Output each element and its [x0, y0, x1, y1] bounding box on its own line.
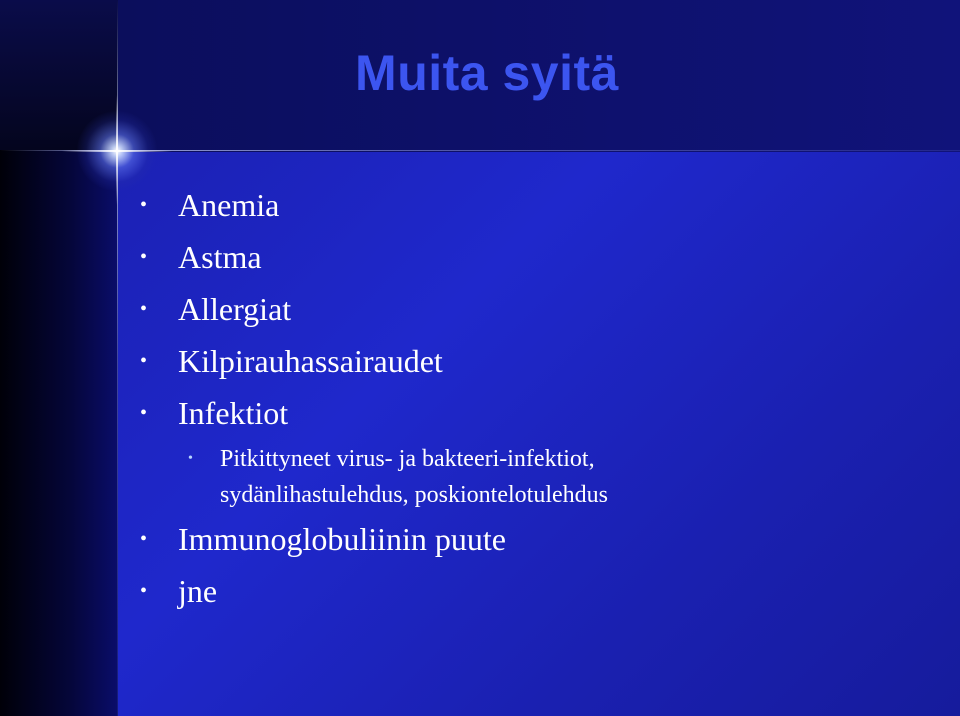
bullet-icon: •	[140, 194, 148, 216]
sub-bullet-icon: •	[188, 451, 193, 466]
list-item-text: Astma	[178, 239, 262, 275]
list-item	[140, 235, 940, 287]
bullet-icon: •	[140, 246, 148, 268]
list-item-text: Immunoglobuliinin puute	[178, 521, 506, 557]
list-item-text: Anemia	[178, 187, 280, 223]
bullet-list	[140, 183, 940, 621]
list-item	[140, 517, 940, 569]
sub-list-item-line-1: Pitkittyneet virus- ja bakteeri-infektiot,	[220, 446, 595, 472]
bullet-icon: •	[140, 350, 148, 372]
bullet-icon: •	[140, 580, 148, 602]
bullet-icon: •	[140, 528, 148, 550]
list-item	[140, 183, 940, 235]
slide-title-text: Muita syitä	[355, 45, 619, 101]
list-item	[140, 287, 940, 339]
star-sparkle-vertical	[116, 95, 118, 205]
sub-list-item	[140, 441, 940, 513]
list-item	[140, 391, 940, 443]
list-item	[140, 339, 940, 391]
slide-title	[0, 44, 960, 102]
list-item	[140, 569, 940, 621]
list-item-text: Allergiat	[178, 291, 292, 327]
bullet-icon: •	[140, 402, 148, 424]
bullet-icon: •	[140, 298, 148, 320]
left-decor-lower	[0, 150, 118, 716]
list-item-text: jne	[178, 573, 218, 609]
sub-list-item-line-2: sydänlihastulehdus, poskiontelotulehdus	[220, 482, 608, 508]
list-item-text: Infektiot	[178, 395, 289, 431]
list-item-text: Kilpirauhassairaudet	[178, 343, 443, 379]
